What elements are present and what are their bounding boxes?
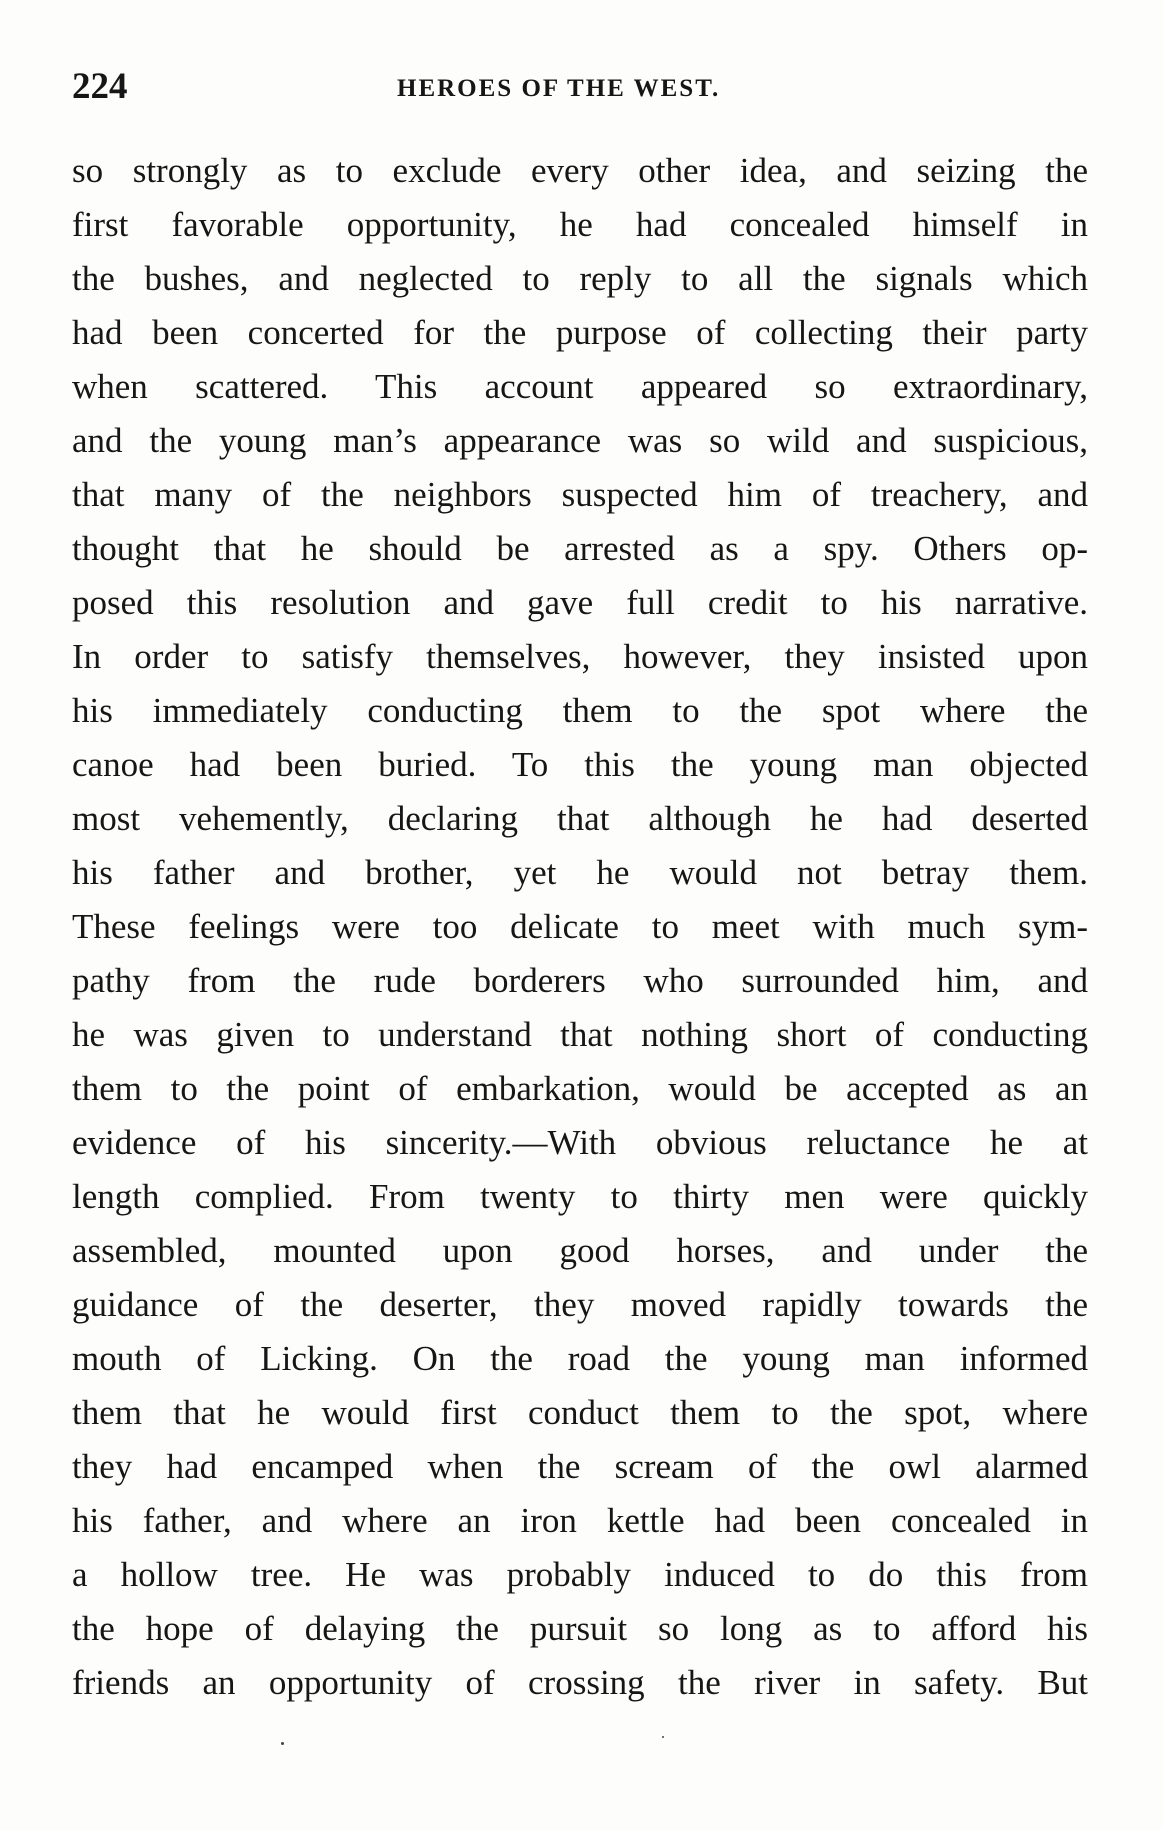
- running-title: HEROES OF THE WEST.: [397, 75, 721, 102]
- text-line: they had encamped when the scream of the owl alarmed: [72, 1447, 1088, 1486]
- text-line: mouth of Licking. On the road the young man informed: [72, 1339, 1088, 1378]
- text-line: These feelings were too delicate to meet with much sym-: [72, 907, 1088, 946]
- body-text: [72, 144, 1088, 1710]
- print-speck: [662, 1736, 664, 1738]
- text-line: and the young man’s appearance was so wild and suspicious,: [72, 421, 1088, 460]
- text-line: first favorable opportunity, he had concealed himself in: [72, 205, 1088, 244]
- text-line: length complied. From twenty to thirty men were quickly: [72, 1177, 1088, 1216]
- text-line: when scattered. This account appeared so extraordinary,: [72, 367, 1088, 406]
- text-line: canoe had been buried. To this the young man objected: [72, 745, 1088, 784]
- text-line: pathy from the rude borderers who surrounded him, and: [72, 961, 1088, 1000]
- text-line: In order to satisfy themselves, however, they insisted upon: [72, 637, 1088, 676]
- text-line: he was given to understand that nothing short of conducting: [72, 1015, 1088, 1054]
- text-line: his immediately conducting them to the spot where the: [72, 691, 1088, 730]
- text-line: assembled, mounted upon good horses, and under the: [72, 1231, 1088, 1270]
- page-number: 224: [72, 66, 128, 107]
- text-line: a hollow tree. He was probably induced to do this from: [72, 1555, 1088, 1594]
- text-line: friends an opportunity of crossing the river in safety. But: [72, 1663, 1088, 1702]
- text-line: them that he would first conduct them to the spot, where: [72, 1393, 1088, 1432]
- text-line: guidance of the deserter, they moved rapidly towards the: [72, 1285, 1088, 1324]
- page-header: [72, 62, 1092, 112]
- text-line: the hope of delaying the pursuit so long as to afford his: [72, 1609, 1088, 1648]
- text-line: evidence of his sincerity.—With obvious reluctance he at: [72, 1123, 1088, 1162]
- text-line: most vehemently, declaring that although he had deserted: [72, 799, 1088, 838]
- text-line: his father, and where an iron kettle had been concealed in: [72, 1501, 1088, 1540]
- text-line: them to the point of embarkation, would be accepted as an: [72, 1069, 1088, 1108]
- text-line: thought that he should be arrested as a spy. Others op-: [72, 529, 1088, 568]
- text-line: so strongly as to exclude every other idea, and seizing the: [72, 151, 1088, 190]
- text-line: that many of the neighbors suspected him of treachery, and: [72, 475, 1088, 514]
- text-line: posed this resolution and gave full credit to his narrative.: [72, 583, 1088, 622]
- text-line: the bushes, and neglected to reply to all the signals which: [72, 259, 1088, 298]
- text-line: his father and brother, yet he would not betray them.: [72, 853, 1088, 892]
- text-line: had been concerted for the purpose of collecting their party: [72, 313, 1088, 352]
- print-speck: [281, 1742, 284, 1745]
